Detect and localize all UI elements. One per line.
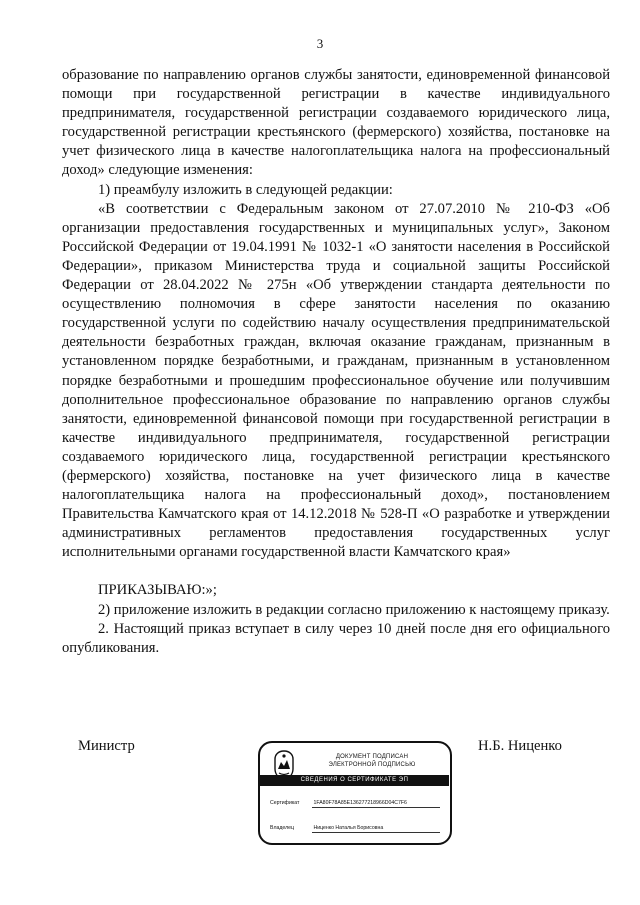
stamp-header: ДОКУМЕНТ ПОДПИСАН ЭЛЕКТРОННОЙ ПОДПИСЬЮ bbox=[328, 754, 416, 768]
cert-value: 1FA80F78A85E136277218966D04C7F6 bbox=[313, 800, 407, 806]
digital-signature-stamp bbox=[258, 741, 452, 845]
paragraph-preamble: «В соответствии с Федеральным законом от 27.07.2010 № 210-ФЗ «Об организации предоставления государственных и муниципальных услуг», Законом Российской Федерации от 19.04.1991 № 1032-1 «О занятости населения в Российской Федерации», приказом Министерства труда и социальной защиты Российской Федерации от 28.04.2022 № 275н «Об утверждении стандарта деятельности по осуществлению полномочия в сфере занятости населения по оказанию государственной услуги по содействию началу осуществления предпринимательской деятельности безработных граждан, включая оказание гражданам, признанным в установленном порядке безработными, и гражданам, признанным в установленном порядке безработными и прошедшим профессиональное обучение или получившим дополнительное профессиональное образование по направлению органов службы занятости, единовременной финансовой помощи при государственной регистрации в качестве индивидуального предпринимателя, государственной регистрации создаваемого юридического лица, государственной регистрации крестьянского (фермерского) хозяйства, постановке на учет физического лица в качестве налогоплательщика налога на профессиональный доход», постановлением Правительства Камчатского края от 14.12.2018 № 528-П «О разработке и утверждении административных регламентов предоставления государственных услуг исполнительными органами государственной власти Камчатского края» bbox=[62, 200, 610, 561]
paragraph-order: ПРИКАЗЫВАЮ:»; bbox=[98, 582, 217, 599]
document-body bbox=[62, 66, 610, 658]
paragraph-item-1: 1) преамбулу изложить в следующей редакции: bbox=[98, 181, 393, 198]
stamp-cert-row bbox=[270, 800, 407, 806]
paragraph-continuation: образование по направлению органов службы занятости, единовременной финансовой помощи при государственной регистрации в качестве индивидуального предпринимателя, государственной регистрации создаваемого юридического лица, государственной регистрации крестьянского (фермерского) хозяйства, постановке на учет физического лица в качестве налогоплательщика налога на профессиональный доход» следующие изменения: bbox=[62, 67, 610, 179]
page-number: 3 bbox=[316, 36, 324, 51]
owner-value: Ниценко Наталья Борисовна bbox=[313, 825, 384, 831]
spacer bbox=[62, 562, 610, 581]
divider bbox=[312, 832, 440, 833]
divider bbox=[312, 807, 440, 808]
paragraph-item-2: 2) приложение изложить в редакции согласно приложению к настоящему приказу. bbox=[98, 601, 610, 618]
stamp-owner-row bbox=[270, 825, 383, 831]
paragraph-effective: 2. Настоящий приказ вступает в силу через 10 дней после дня его официального опубликования. bbox=[62, 620, 610, 656]
cert-label: Сертификат bbox=[270, 800, 300, 806]
owner-label: Владелец bbox=[270, 825, 294, 831]
signer-position: Министр bbox=[78, 738, 135, 754]
signature-block bbox=[0, 738, 640, 858]
stamp-band: СВЕДЕНИЯ О СЕРТИФИКАТЕ ЭП bbox=[260, 775, 449, 786]
signer-name: Н.Б. Ниценко bbox=[478, 738, 562, 754]
